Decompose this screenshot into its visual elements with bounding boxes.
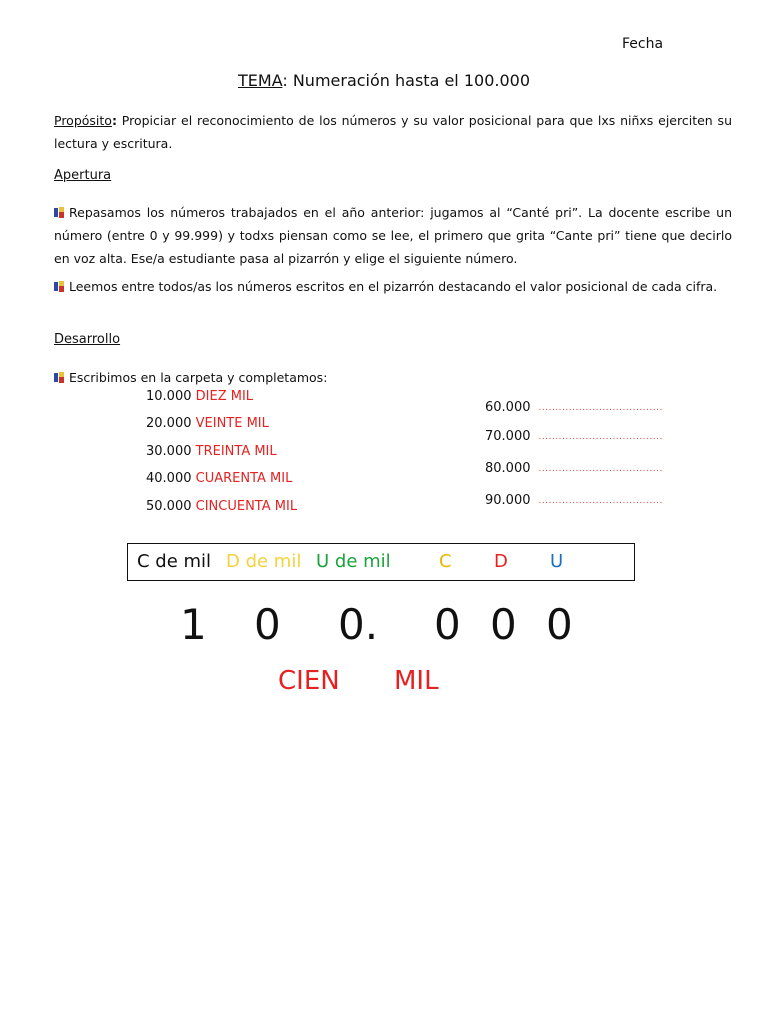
number-word: CUARENTA MIL — [195, 471, 293, 486]
number-word: CINCUENTA MIL — [195, 499, 298, 514]
date-label: Fecha — [622, 36, 664, 52]
digit-d-de-mil: 0 — [254, 600, 281, 649]
place-value-label-c: C — [439, 551, 452, 572]
list-item — [485, 461, 663, 476]
number-word: TREINTA MIL — [195, 444, 277, 459]
fill-in-blank: ..................................... — [538, 403, 663, 413]
desarrollo-intro — [54, 366, 732, 389]
purpose-text: Propiciar el reconocimiento de los números y su valor posicional para que lxs niñxs ejerciten su lectura y escritura. — [54, 113, 732, 151]
place-value-label-u-de-mil: U de mil — [316, 551, 391, 572]
digit-c-de-mil: 1 — [180, 600, 207, 649]
list-item — [485, 400, 663, 415]
place-value-label-d-de-mil: D de mil — [226, 551, 302, 572]
purpose-colon: : — [111, 113, 117, 128]
digit-c: 0 — [434, 600, 461, 649]
list-item — [485, 493, 663, 508]
list-item — [146, 444, 277, 459]
place-value-label-c-de-mil: C de mil — [137, 551, 212, 572]
desarrollo-intro-text: Escribimos en la carpeta y completamos: — [69, 370, 328, 385]
section-heading-apertura: Apertura — [54, 168, 112, 183]
bullet-icon — [54, 372, 65, 383]
number-word: VEINTE MIL — [195, 416, 269, 431]
reading-word-cien: CIEN — [278, 666, 340, 696]
fill-in-blank: ..................................... — [538, 496, 663, 506]
title-text: Numeración hasta el 100.000 — [287, 71, 530, 90]
reading-word-mil: MIL — [394, 666, 439, 696]
apertura-item-text: Leemos entre todos/as los números escritos en el pizarrón destacando el valor posicional de cada cifra. — [69, 279, 718, 294]
section-heading-desarrollo: Desarrollo — [54, 332, 121, 347]
number-value: 60.000 — [485, 400, 531, 415]
purpose-label: Propósito — [54, 113, 112, 128]
number-value: 90.000 — [485, 493, 531, 508]
place-value-label-d: D — [494, 551, 508, 572]
page-title — [0, 71, 768, 90]
list-item — [146, 389, 253, 404]
digit-u: 0 — [546, 600, 573, 649]
place-value-header-box — [127, 543, 635, 581]
number-value: 10.000 — [146, 389, 192, 404]
list-item — [146, 499, 297, 514]
fill-in-blank: ..................................... — [538, 464, 663, 474]
apertura-item-1 — [54, 201, 732, 270]
bullet-icon — [54, 281, 65, 292]
digit-d: 0 — [490, 600, 517, 649]
bullet-icon — [54, 207, 65, 218]
number-value: 80.000 — [485, 461, 531, 476]
list-item — [485, 429, 663, 444]
number-value: 20.000 — [146, 416, 192, 431]
place-value-label-u: U — [550, 551, 564, 572]
digit-u-de-mil: 0. — [338, 600, 379, 649]
title-label: TEMA — [238, 71, 283, 90]
list-item — [146, 416, 269, 431]
apertura-item-2 — [54, 275, 732, 298]
fill-in-blank: ..................................... — [538, 432, 663, 442]
purpose-paragraph — [54, 109, 732, 155]
number-value: 50.000 — [146, 499, 192, 514]
apertura-item-text: Repasamos los números trabajados en el año anterior: jugamos al “Canté pri”. La docente escribe un número (entre 0 y 99.999) y todxs piensan como se lee, el primero que grita “Cante pri” tiene que decirlo en voz alta. Ese/a estudiante pasa al pizarrón y elige el siguiente número. — [54, 205, 732, 266]
number-word: DIEZ MIL — [195, 389, 254, 404]
list-item — [146, 471, 292, 486]
number-value: 30.000 — [146, 444, 192, 459]
number-value: 40.000 — [146, 471, 192, 486]
title-colon: : — [282, 71, 288, 90]
number-value: 70.000 — [485, 429, 531, 444]
